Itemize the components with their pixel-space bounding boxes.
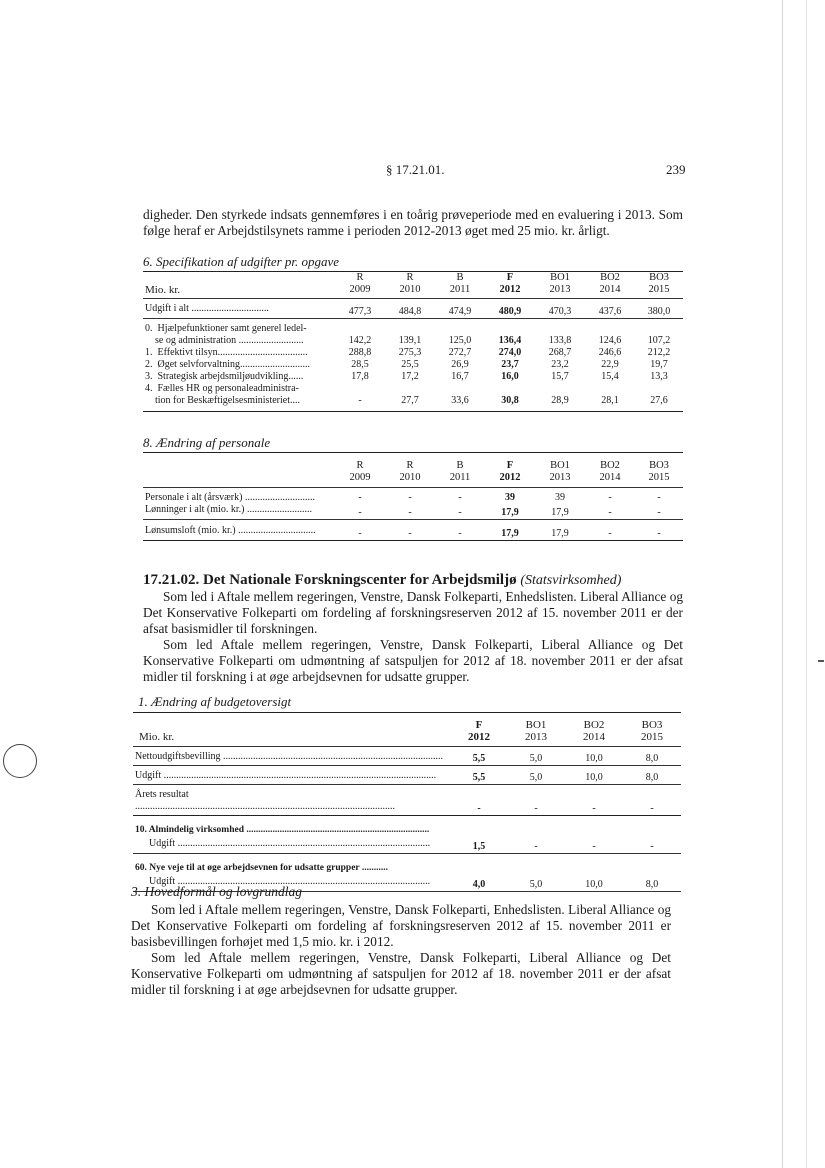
col-type: BO3 <box>623 713 681 732</box>
col-year: 2014 <box>585 472 635 488</box>
cell-value: 139,1 <box>398 335 422 346</box>
table1-group-row <box>133 836 681 854</box>
col-year: 2012 <box>485 472 535 488</box>
col-year: 2013 <box>507 731 565 747</box>
table1-grid <box>133 712 681 892</box>
cell-value: 17,9 <box>535 520 585 541</box>
cell-value: 437,6 <box>585 299 635 319</box>
cell-value: - <box>507 836 565 854</box>
section3-body <box>131 902 671 998</box>
col-type: BO3 <box>635 272 683 285</box>
table6-total-row <box>143 299 683 319</box>
table6-header-type-row <box>143 272 683 285</box>
cell-value: 212,2 <box>647 347 671 358</box>
cell-value: - <box>435 504 485 520</box>
cell-value: 25,5 <box>401 359 419 370</box>
cell-value: 17,9 <box>485 520 535 541</box>
col-year: 2013 <box>535 472 585 488</box>
table6-row <box>143 319 683 348</box>
col-year: 2012 <box>485 284 535 299</box>
cell-value: 28,9 <box>535 383 585 412</box>
table8-header-year-row <box>143 472 683 488</box>
col-type: R <box>335 272 385 285</box>
cell-value: 133,8 <box>548 335 572 346</box>
table1-group-heading <box>133 816 681 837</box>
cell-value: 477,3 <box>335 299 385 319</box>
col-year: 2013 <box>535 284 585 299</box>
page-edge-line <box>806 0 807 1168</box>
col-year: 2010 <box>385 284 435 299</box>
col-type: BO1 <box>535 272 585 285</box>
cell-value: 26,9 <box>451 359 469 370</box>
table1-title: 1. Ændring af budgetoversigt <box>138 694 292 709</box>
cell-value: 8,0 <box>623 747 681 766</box>
table8-row <box>143 520 683 541</box>
row-label: 3. Strategisk arbejdsmiljøudvikling...... <box>145 371 304 382</box>
table8-title: 8. Ændring af personale <box>143 435 271 450</box>
cell-value: 5,5 <box>451 766 507 785</box>
cell-value: - <box>451 785 507 816</box>
cell-value: 272,7 <box>448 347 472 358</box>
col-type: R <box>385 453 435 473</box>
cell-value: - <box>623 785 681 816</box>
cell-value: 124,6 <box>598 335 622 346</box>
col-type: F <box>451 713 507 732</box>
cell-value: 8,0 <box>623 874 681 892</box>
col-type: F <box>485 453 535 473</box>
section-qualifier: (Statsvirksomhed) <box>520 573 622 588</box>
cell-value: 480,9 <box>485 299 535 319</box>
section3-title: 3. Hovedformål og lovgrundlag <box>131 884 302 899</box>
table1-row <box>133 785 681 816</box>
cell-value: - <box>408 492 412 503</box>
cell-value: - <box>335 520 385 541</box>
cell-value: - <box>585 504 635 520</box>
cell-value: 5,0 <box>507 766 565 785</box>
cell-value: 5,0 <box>507 874 565 892</box>
page-edge-mark <box>818 660 824 662</box>
cell-value: 136,4 <box>498 335 522 346</box>
intro-text: digheder. Den styrkede indsats gennemføres i en toårig prøveperiode med en evaluering i 2013. Som følge heraf er Arbejdstilsynets ramme i perioden 2012-2013 øget med 25 mio. kr. årligt. <box>143 207 683 238</box>
cell-value: 39 <box>505 492 515 503</box>
col-type: BO2 <box>565 713 623 732</box>
col-year: 2009 <box>335 284 385 299</box>
row-label: Udgift ..................................................................................................... <box>133 836 451 854</box>
table1-row <box>133 747 681 766</box>
cell-value: 33,6 <box>435 383 485 412</box>
col-year: 2012 <box>451 731 507 747</box>
cell-value: - <box>358 492 362 503</box>
cell-value: 13,3 <box>650 371 668 382</box>
cell-value: 10,0 <box>565 766 623 785</box>
col-year: 2015 <box>635 472 683 488</box>
cell-value: - <box>657 492 661 503</box>
cell-value: 275,3 <box>398 347 422 358</box>
cell-value: 17,9 <box>485 504 535 520</box>
col-type: BO1 <box>507 713 565 732</box>
cell-value: 27,6 <box>635 383 683 412</box>
page-number: 239 <box>666 162 686 177</box>
page-edge-line <box>782 0 783 1168</box>
col-type: BO2 <box>585 453 635 473</box>
page-header <box>0 162 825 182</box>
cell-value: 4,0 <box>451 874 507 892</box>
cell-value: - <box>585 520 635 541</box>
col-type: B <box>435 453 485 473</box>
cell-value: 5,5 <box>451 747 507 766</box>
table8-grid <box>143 452 683 541</box>
table6-row <box>143 371 683 383</box>
table6-row <box>143 359 683 371</box>
cell-value: 268,7 <box>548 347 572 358</box>
col-year: 2015 <box>635 284 683 299</box>
cell-value: 19,7 <box>650 359 668 370</box>
cell-value: 15,7 <box>551 371 569 382</box>
table8 <box>143 452 683 541</box>
table6-row <box>143 383 683 412</box>
unit-label: Mio. kr. <box>133 731 451 747</box>
cell-value: 1,5 <box>451 836 507 854</box>
col-year: 2010 <box>385 472 435 488</box>
cell-value: 107,2 <box>647 335 671 346</box>
table6 <box>143 271 683 412</box>
cell-value: - <box>335 383 385 412</box>
cell-value: - <box>435 520 485 541</box>
col-year: 2009 <box>335 472 385 488</box>
cell-value: 17,8 <box>351 371 369 382</box>
col-type: R <box>385 272 435 285</box>
section-heading-text: 17.21.02. Det Nationale Forskningscenter for Arbejdsmiljø <box>143 572 517 588</box>
col-type: B <box>435 272 485 285</box>
cell-value: 28,5 <box>351 359 369 370</box>
cell-value: 17,9 <box>535 504 585 520</box>
cell-value: 125,0 <box>448 335 472 346</box>
table6-row <box>143 347 683 359</box>
cell-value: 23,2 <box>551 359 569 370</box>
col-type: F <box>485 272 535 285</box>
cell-value: 8,0 <box>623 766 681 785</box>
section3-paragraph: Som led i Aftale mellem regeringen, Venstre, Dansk Folkeparti, Enhedslisten. Liberal Alliance og Det Konservative Folkeparti om fordeling af forskningsreserven 2012 af 15. november 2011 er basisbevillingen forhøjet med 1,5 mio. kr. i 2012. <box>131 902 671 949</box>
cell-value: 10,0 <box>565 874 623 892</box>
cell-value: 470,3 <box>535 299 585 319</box>
section-paragraph: Som led Aftale mellem regeringen, Venstre, Dansk Folkeparti, Liberal Alliance og Det Konservative Folkeparti om udmøntning af satspuljen for 2012 af 18. november 2011 er der afsat midler til forskning i at øge arbejdsevnen for udsatte grupper. <box>143 637 683 684</box>
table1-header-type-row <box>133 713 681 732</box>
col-year: 2014 <box>565 731 623 747</box>
table8-row <box>143 504 683 520</box>
row-label: Personale i alt (årsværk) ............................ <box>145 492 315 503</box>
intro-paragraph <box>143 207 683 239</box>
row-label: 2. Øget selvforvaltning............................ <box>145 359 310 370</box>
cell-value: 274,0 <box>498 347 522 358</box>
table8-header-type-row <box>143 453 683 473</box>
cell-value: 17,2 <box>401 371 419 382</box>
cell-value: 380,0 <box>635 299 683 319</box>
cell-value: 10,0 <box>565 747 623 766</box>
cell-value: 288,8 <box>348 347 372 358</box>
section3-paragraph: Som led Aftale mellem regeringen, Venstre, Dansk Folkeparti, Liberal Alliance og Det Konservative Folkeparti om udmøntning af satspuljen for 2012 af 18. november 2011 er der afsat midler til forskning i at øge arbejdsevnen for udsatte grupper. <box>131 950 671 997</box>
row-label: Udgift i alt ............................... <box>143 299 335 319</box>
cell-value: 246,6 <box>598 347 622 358</box>
unit-label: Mio. kr. <box>143 284 335 299</box>
cell-value: 27,7 <box>385 383 435 412</box>
section-heading <box>143 572 703 589</box>
row-label: Udgift ..................................................................................................... <box>133 874 451 892</box>
col-year: 2014 <box>585 284 635 299</box>
row-label: 1. Effektivt tilsyn.................................... <box>145 347 308 358</box>
row-label: Udgift ............................................................................................................. <box>133 766 451 785</box>
cell-value: 30,8 <box>485 383 535 412</box>
row-label: Lønninger i alt (mio. kr.) .......................... <box>143 504 335 520</box>
row-label: Årets resultat ........................................................................................................ <box>133 785 451 816</box>
cell-value: 15,4 <box>601 371 619 382</box>
row-label: Nettoudgiftsbevilling ........................................................................................ <box>133 747 451 766</box>
cell-value: 16,0 <box>501 371 519 382</box>
table8-row <box>143 488 683 505</box>
cell-value: 23,7 <box>501 359 519 370</box>
col-year: 2011 <box>435 472 485 488</box>
row-label: 0. Hjælpefunktioner samt generel ledel- se og administration .......................... <box>145 323 307 346</box>
table6-header-year-row <box>143 284 683 299</box>
section-body <box>143 589 683 685</box>
section-reference: § 17.21.01. <box>386 162 445 177</box>
cell-value: - <box>635 504 683 520</box>
table1-row <box>133 766 681 785</box>
col-year: 2015 <box>623 731 681 747</box>
cell-value: 142,2 <box>348 335 372 346</box>
cell-value: 5,0 <box>507 747 565 766</box>
col-year: 2011 <box>435 284 485 299</box>
cell-value: - <box>565 836 623 854</box>
col-type: R <box>335 453 385 473</box>
group-heading: 10. Almindelig virksomhed ............................................................................. <box>135 825 430 835</box>
table1-group-heading <box>133 854 681 875</box>
group-heading: 60. Nye veje til at øge arbejdsevnen for udsatte grupper ........... <box>135 863 388 873</box>
table1-header-year-row <box>133 731 681 747</box>
cell-value: 22,9 <box>601 359 619 370</box>
cell-value: 474,9 <box>435 299 485 319</box>
cell-value: - <box>458 492 462 503</box>
cell-value: - <box>385 504 435 520</box>
row-label: Lønsumsloft (mio. kr.) ............................... <box>143 520 335 541</box>
col-type: BO3 <box>635 453 683 473</box>
cell-value: - <box>635 520 683 541</box>
table6-title: 6. Specifikation af udgifter pr. opgave <box>143 254 340 269</box>
table6-grid <box>143 271 683 412</box>
punch-hole <box>3 744 37 778</box>
cell-value: 16,7 <box>451 371 469 382</box>
cell-value: - <box>335 504 385 520</box>
col-type: BO1 <box>535 453 585 473</box>
cell-value: 484,8 <box>385 299 435 319</box>
cell-value: - <box>608 492 612 503</box>
cell-value: - <box>623 836 681 854</box>
cell-value: 28,1 <box>585 383 635 412</box>
cell-value: - <box>565 785 623 816</box>
section-paragraph: Som led i Aftale mellem regeringen, Venstre, Dansk Folkeparti, Enhedslisten. Liberal Alliance og Det Konservative Folkeparti om fordeling af forskningsreserven 2012 af 15. november 2011 er der afsat basismidler til forskningen. <box>143 589 683 636</box>
cell-value: 39 <box>555 492 565 503</box>
col-type: BO2 <box>585 272 635 285</box>
table1 <box>133 712 681 892</box>
row-label: 4. Fælles HR og personaleadministra- tion for Beskæftigelsesministeriet.... <box>143 383 335 412</box>
cell-value: - <box>507 785 565 816</box>
cell-value: - <box>385 520 435 541</box>
